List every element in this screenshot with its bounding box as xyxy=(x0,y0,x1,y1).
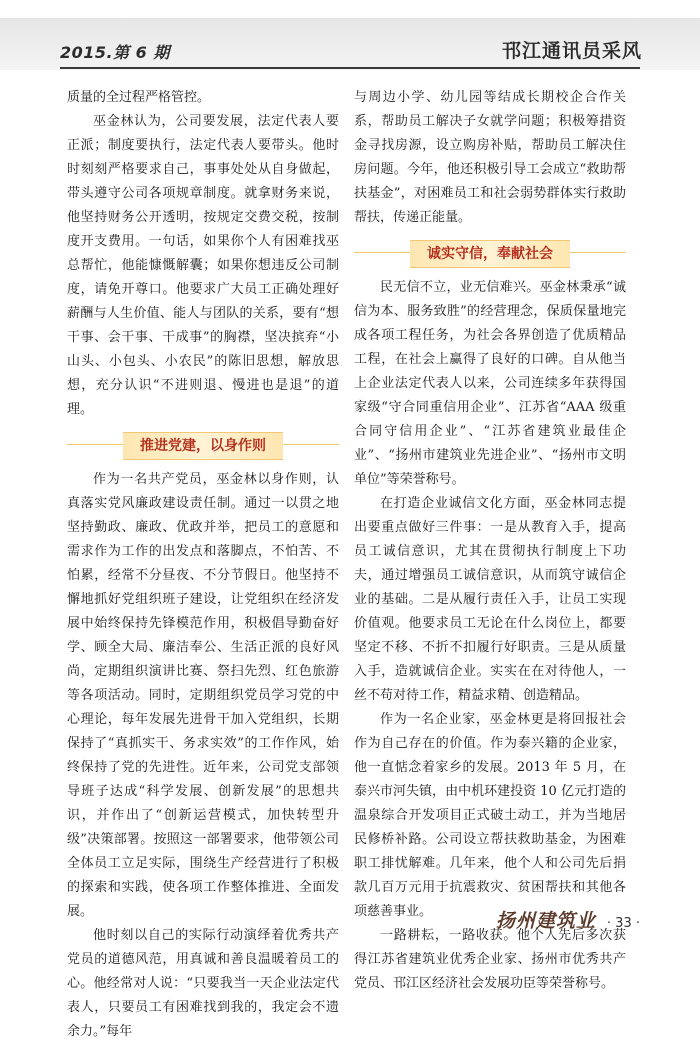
paragraph: 一路耕耘，一路收获。他个人先后多次获得江苏省建筑业优秀企业家、扬州市优秀共产党员、邗江区经济社会发展功臣等荣誉称号。 xyxy=(354,928,626,991)
paragraph: 作为一名企业家，巫金林更是将回报社会作为自己存在的价值。作为泰兴籍的企业家，他一直惦念着家乡的发展。2013 年 5 月，在泰兴市河失镇，由中机环建投资 10 亿元打造的温泉综合开发项目正式破土动工，并为当地居民修桥补路。公司设立帮扶救助基金，为困难职工排忧解难。几年来，他个人和公司先后捐款几百万元用于抗震救灾、贫困帮扶和其他各项慈善事业。 xyxy=(354,712,626,919)
section-heading xyxy=(67,432,339,458)
section-heading-text: 诚实守信，奉献社会 xyxy=(410,240,570,268)
right-column xyxy=(354,86,626,996)
paragraph: 作为一名共产党员，巫金林以身作则，认真落实党风廉政建设责任制。通过一以贯之地坚持勤政、廉政、优政并举，把员工的意愿和需求作为工作的出发点和落脚点，不怕苦、不怕累，经常不分昼夜、不分节假日。他坚持不懈地抓好党组织班子建设，让党组织在经济发展中始终保持先锋模范作用，积极倡导勤奋好学、顾全大局、廉洁奉公、生活正派的良好风尚，定期组织演讲比赛、祭扫先烈、红色旅游等各项活动。同时，定期组织党员学习党的中心理论，每年发展先进骨干加入党组织，长期保持了“真抓实干、务求实效”的工作作风，始终保持了党的先进性。近年来，公司党支部领导班子达成“科学发展、创新发展”的思想共识，并作出了“创新运营模式，加快转型升级”决策部署。按照这一部署要求，他带领公司全体员工立足实际，围绕生产经营进行了积极的探索和实践，使各项工作整体推进、全面发展。 xyxy=(67,472,339,919)
page-header xyxy=(0,0,700,72)
heading-rule-right xyxy=(283,444,339,445)
issue-label: 2015.第 6 期 xyxy=(60,43,170,62)
section-heading xyxy=(354,240,626,266)
paragraph: 他时刻以自己的实际行动演绎着优秀共产党员的道德风范，用真诚和善良温暖着员工的心。他经常对人说：“只要我当一天企业法定代表人，只要员工有困难找到我的，我定会不遗余力。”每年 xyxy=(67,928,339,1039)
page-footer xyxy=(496,906,640,936)
paragraph: 民无信不立，业无信难兴。巫金林秉承“诚信为本、服务致胜”的经营理念，保质保量地完成各项工程任务，为社会各界创造了优质精品工程，在社会上赢得了良好的口碑。自从他当上企业法定代表人以来，公司连续多年获得国家级“守合同重信用企业”、江苏省“AAA 级重合同守信用企业”、“江苏省建筑业最佳企业”、“扬州市建筑业先进企业”、“扬州市文明单位”等荣誉称号。 xyxy=(354,280,626,487)
paragraph: 质量的全过程严格管控。 xyxy=(67,90,211,105)
page-number: · 33 · xyxy=(606,916,640,931)
paragraph: 巫金林认为，公司要发展，法定代表人要正派；制度要执行，法定代表人要带头。他时时刻刻严格要求自己，事事处处从自身做起，带头遵守公司各项规章制度。就拿财务来说，他坚持财务公开透明，按规定交费交税，按制度开支费用。一句话，如果你个人有困难找巫总帮忙，他能慷慨解囊；如果你想违反公司制度，请免开尊口。他要求广大员工正确处理好薪酬与人生价值、能人与团队的关系，要有“想干事、会干事、干成事”的胸襟，坚决摈弃“小山头、小包头、小农民”的陈旧思想，解放思想，充分认识“不进则退、慢进也是退”的道理。 xyxy=(67,114,339,417)
header-rule xyxy=(60,67,640,69)
magazine-title: 邗江通讯员采风 xyxy=(501,40,642,62)
section-heading-text: 推进党建，以身作则 xyxy=(123,432,283,460)
footer-logo: 扬州建筑业 xyxy=(495,910,596,932)
heading-rule-left xyxy=(354,252,410,253)
left-column xyxy=(67,86,339,1044)
paragraph: 在打造企业诚信文化方面，巫金林同志提出要重点做好三件事：一是从教育入手，提高员工诚信意识，尤其在贯彻执行制度上下功夫，通过增强员工诚信意识，从而筑守诚信企业的基础。二是从履行责任入手，让员工实现价值观。他要求员工无论在什么岗位上，都要坚定不移、不折不扣履行好职责。三是从质量入手，造就诚信企业。实实在在对待他人，一丝不苟对待工作，精益求精、创造精品。 xyxy=(354,496,626,703)
heading-rule-right xyxy=(570,252,626,253)
paragraph: 与周边小学、幼儿园等结成长期校企合作关系，帮助员工解决子女就学问题；积极筹措资金寻找房源，设立购房补贴，帮助员工解决住房问题。今年，他还积极引导工会成立“救助帮扶基金”，对困难员工和社会弱势群体实行救助帮扶，传递正能量。 xyxy=(354,90,626,225)
heading-rule-left xyxy=(67,444,123,445)
